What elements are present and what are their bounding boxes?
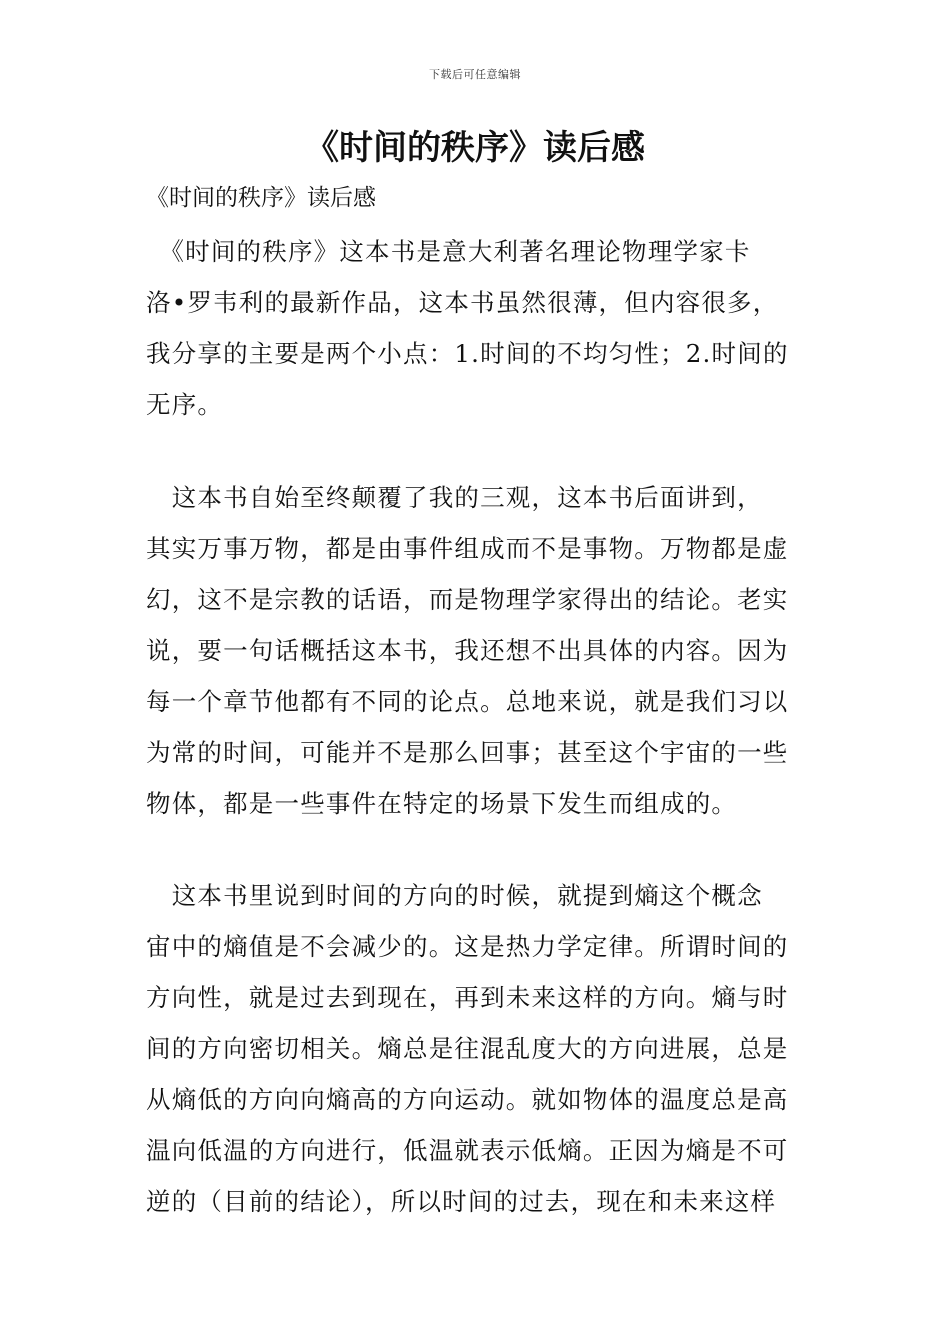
- subtitle: 《时间的秩序》读后感: [146, 185, 376, 211]
- paragraph-1: [146, 226, 808, 430]
- paragraph-line: 温向低温的方向进行，低温就表示低熵。正因为熵是不可: [146, 1136, 789, 1165]
- paragraph-line: 这本书自始至终颠覆了我的三观，这本书后面讲到，: [146, 483, 763, 512]
- paragraph-line: 说，要一句话概括这本书，我还想不出具体的内容。因为: [146, 636, 789, 665]
- paragraph-line: 其实万事万物，都是由事件组成而不是事物。万物都是虚: [146, 534, 789, 563]
- paragraph-line: 幻，这不是宗教的话语，而是物理学家得出的结论。老实: [146, 585, 789, 614]
- paragraph-3: [146, 870, 808, 1227]
- paragraph-line: 从熵低的方向向熵高的方向运动。就如物体的温度总是高: [146, 1085, 789, 1114]
- paragraph-line: 无序。: [146, 390, 224, 419]
- paragraph-line: 《时间的秩序》这本书是意大利著名理论物理学家卡: [146, 237, 751, 266]
- paragraph-line: 这本书里说到时间的方向的时候，就提到熵这个概念: [146, 881, 763, 910]
- paragraph-line: 洛•罗韦利的最新作品，这本书虽然很薄，但内容很多，: [146, 288, 779, 317]
- paragraph-line: 为常的时间，可能并不是那么回事；甚至这个宇宙的一些: [146, 738, 789, 767]
- paragraph-line: 间的方向密切相关。熵总是往混乱度大的方向进展，总是: [146, 1034, 789, 1063]
- header-note: 下载后可任意编辑: [429, 68, 521, 81]
- paragraph-line: 我分享的主要是两个小点：1.时间的不均匀性；2.时间的: [146, 339, 789, 368]
- paragraph-line: 每一个章节他都有不同的论点。总地来说，就是我们习以: [146, 687, 789, 716]
- paragraph-line: 方向性，就是过去到现在，再到未来这样的方向。熵与时: [146, 983, 789, 1012]
- paragraph-line: 宙中的熵值是不会减少的。这是热力学定律。所谓时间的: [146, 932, 789, 961]
- page-title: 《时间的秩序》读后感: [305, 128, 645, 168]
- paragraph-line: 逆的（目前的结论），所以时间的过去，现在和未来这样: [146, 1187, 777, 1216]
- paragraph-line: 物体，都是一些事件在特定的场景下发生而组成的。: [146, 789, 738, 818]
- paragraph-2: [146, 472, 808, 829]
